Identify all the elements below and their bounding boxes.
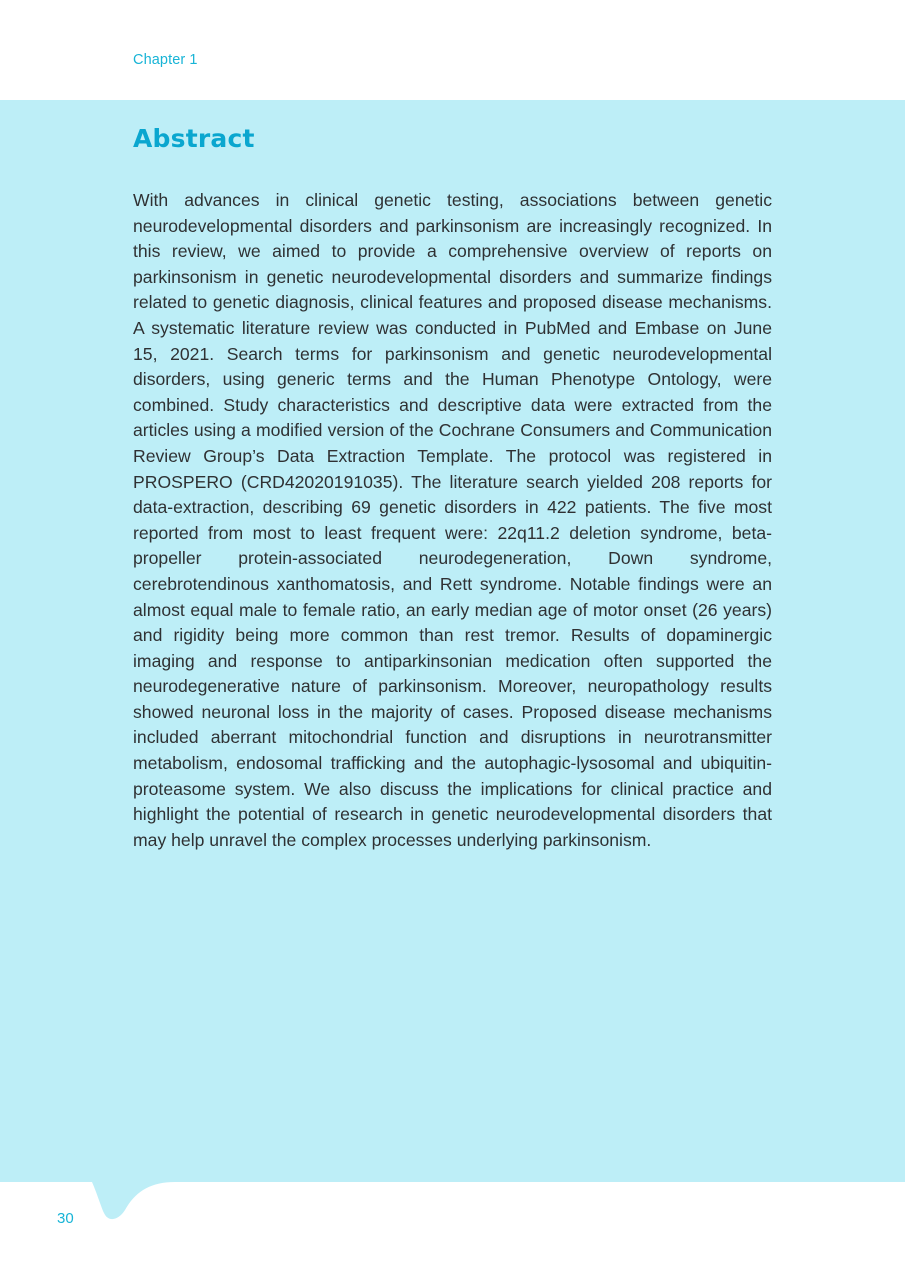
abstract-title: Abstract (133, 124, 255, 153)
wave-shape (0, 1130, 905, 1219)
panel-wave-decoration (0, 1130, 905, 1280)
abstract-body: With advances in clinical genetic testing, associations between genetic neurodevelopmental disorders and parkinsonism are increasingly recognized. In this review, we aimed to provide a comprehensive overview of reports on parkinsonism in genetic neurodevelopmental disorders and summarize findings related to genetic diagnosis, clinical features and proposed disease mechanisms. A systematic literature review was conducted in PubMed and Embase on June 15, 2021. Search terms for parkinsonism and genetic neurodevelopmental disorders, using generic terms and the Human Phenotype Ontology, were combined. Study characteristics and descriptive data were extracted from the articles using a modified version of the Cochrane Consumers and Communication Review Group’s Data Extraction Template. The protocol was registered in PROSPERO (CRD42020191035). The literature search yielded 208 reports for data-extraction, describing 69 genetic disorders in 422 patients. The five most reported from most to least frequent were: 22q11.2 deletion syndrome, beta-propeller protein-associated neurodegeneration, Down syndrome, cerebrotendinous xanthomatosis, and Rett syndrome. Notable findings were an almost equal male to female ratio, an early median age of motor onset (26 years) and rigidity being more common than rest tremor. Results of dopaminergic imaging and response to antiparkinsonian medication often supported the neurodegenerative nature of parkinsonism. Moreover, neuropathology results showed neuronal loss in the majority of cases. Proposed disease mechanisms included aberrant mitochondrial function and disruptions in neurotransmitter metabolism, endosomal trafficking and the autophagic-lysosomal and ubiquitin-proteasome system. We also discuss the implications for clinical practice and highlight the potential of research in genetic neurodevelopmental disorders that may help unravel the complex processes underlying parkinsonism. (133, 190, 772, 850)
page-number: 30 (57, 1210, 74, 1227)
chapter-label: Chapter 1 (133, 52, 198, 68)
